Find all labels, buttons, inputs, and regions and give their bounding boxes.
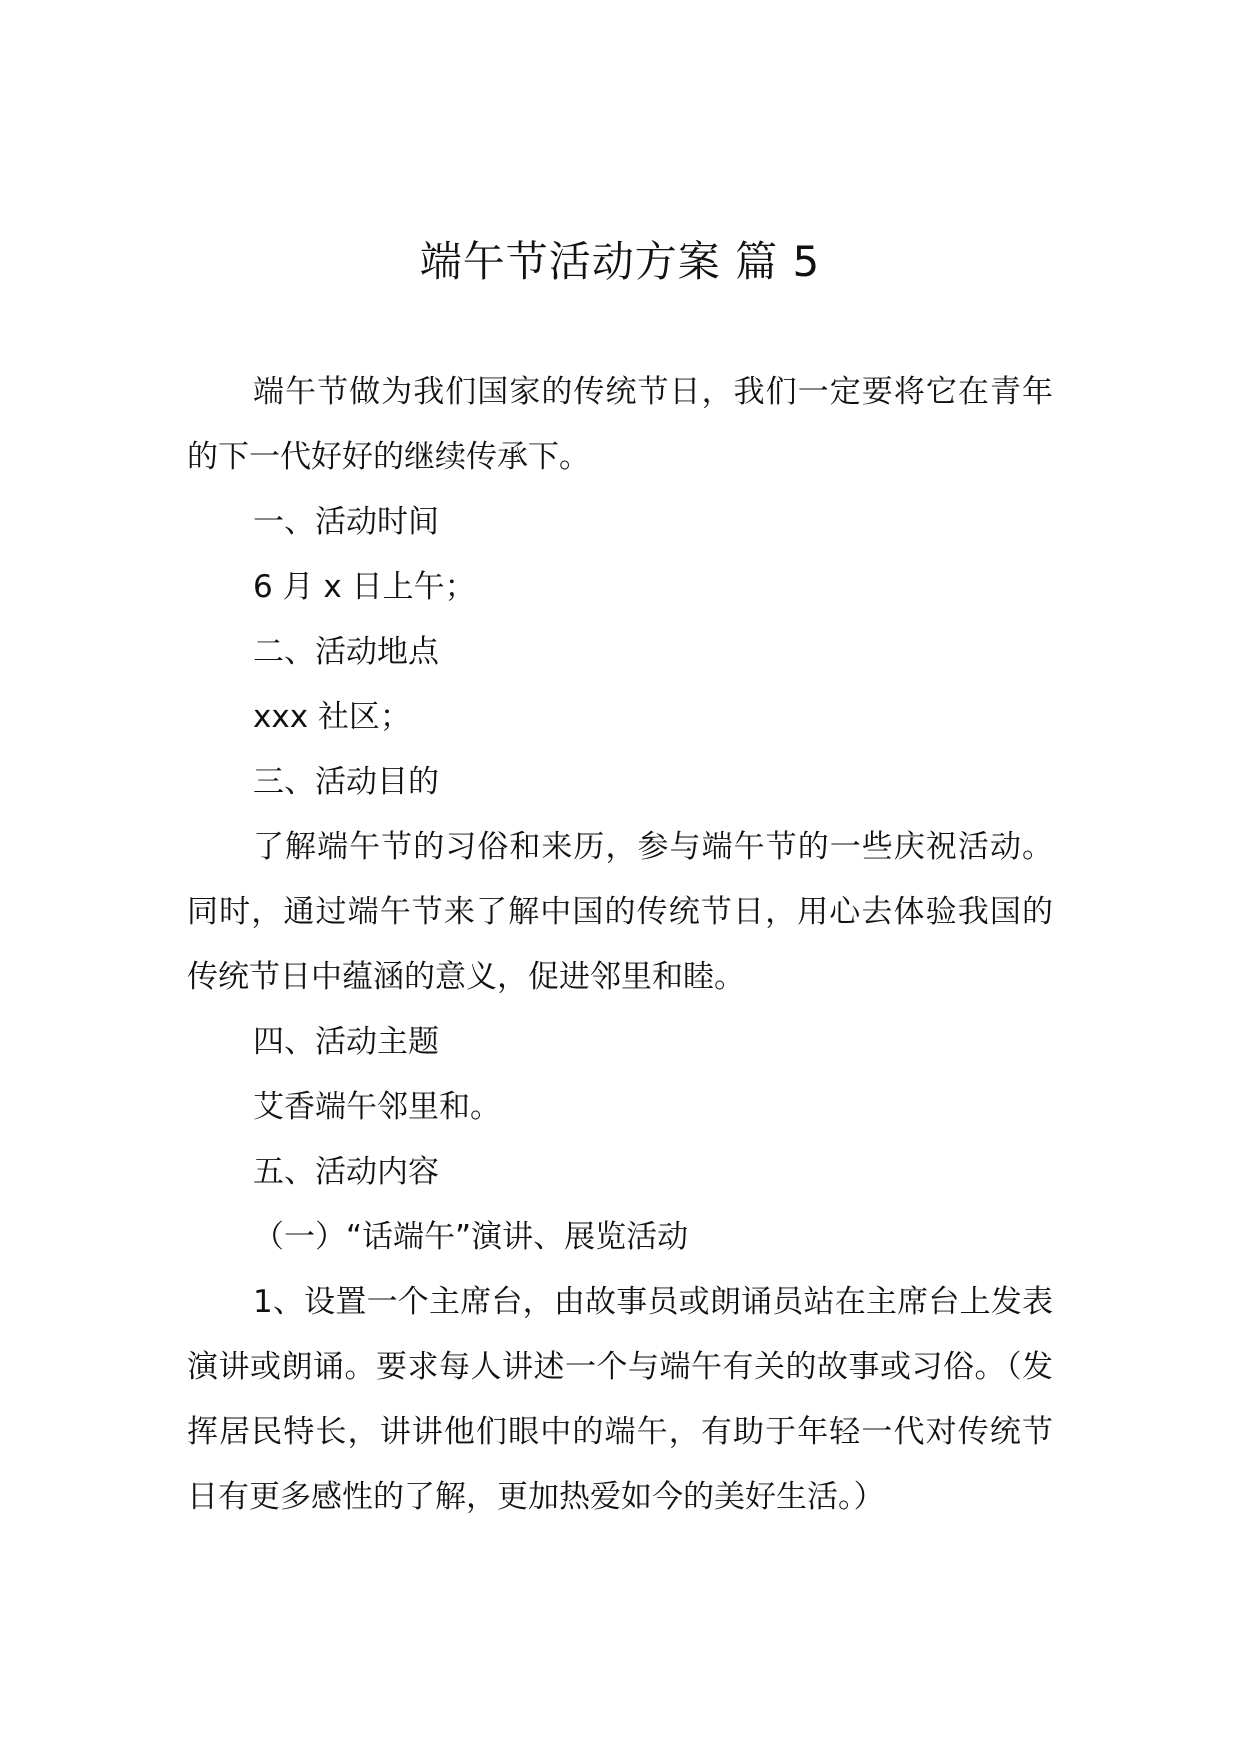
document-body — [187, 360, 1053, 1530]
section-heading-time: 一、活动时间 — [253, 504, 439, 540]
activity-purpose-text: 了解端午节的习俗和来历，参与端午节的一些庆祝活动。同时，通过端午节来了解中国的传统节日，用心去体验我国的传统节日中蕴涵的意义，促进邻里和睦。 — [187, 829, 1053, 995]
section-heading-content: 五、活动内容 — [253, 1154, 439, 1190]
document-title: 端午节活动方案 篇 5 — [419, 237, 821, 286]
section-heading-purpose: 三、活动目的 — [253, 764, 439, 800]
section-heading-location: 二、活动地点 — [253, 634, 439, 670]
subsection-heading-speech: （一）“话端午”演讲、展览活动 — [253, 1219, 689, 1255]
activity-location-text: xxx 社区； — [253, 699, 411, 735]
activity-theme-text: 艾香端午邻里和。 — [253, 1089, 501, 1125]
activity-time-text: 6 月 x 日上午； — [253, 569, 476, 605]
content-item-1: 1、设置一个主席台，由故事员或朗诵员站在主席台上发表演讲或朗诵。要求每人讲述一个与端午有关的故事或习俗。（发挥居民特长，讲讲他们眼中的端午，有助于年轻一代对传统节日有更多感性的了解，更加热爱如今的美好生活。） — [187, 1284, 1053, 1515]
section-heading-theme: 四、活动主题 — [253, 1024, 439, 1060]
intro-paragraph: 端午节做为我们国家的传统节日，我们一定要将它在青年的下一代好好的继续传承下。 — [187, 374, 1053, 475]
